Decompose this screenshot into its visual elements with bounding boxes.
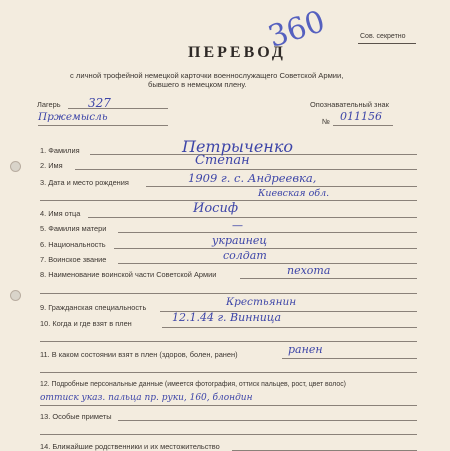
- field-marks-label: 13. Особые приметы: [40, 412, 112, 421]
- field-captured-label: 10. Когда и где взят в плен: [40, 319, 132, 328]
- subtitle-line1: с личной трофейной немецкой карточки военнослужащего Советской Армии,: [70, 71, 344, 80]
- punch-hole-top: [10, 161, 21, 172]
- field-condition-label: 11. В каком состоянии взят в плен (здоров, болен, ранен): [40, 350, 238, 359]
- field-relatives-label: 14. Ближайшие родственники и их местожительство: [40, 442, 220, 451]
- stamp-number: 360: [263, 4, 330, 55]
- field-details-value: оттиск указ. пальца пр. руки, 160, блондин: [40, 393, 253, 403]
- field-details-label: 12. Подробные персональные данные (имеется фотография, оттиск пальцев, рост, цвет волос): [40, 381, 346, 388]
- field-mother-label: 5. Фамилия матери: [40, 224, 107, 233]
- camp-label: Лагерь: [37, 100, 61, 109]
- field-rank-label: 7. Воинское звание: [40, 255, 107, 264]
- field-rank-value: солдат: [223, 249, 267, 262]
- field-captured-value: 12.1.44 г. Винница: [172, 311, 282, 324]
- page-title: ПЕРЕВОД: [188, 44, 286, 61]
- field-father-label: 4. Имя отца: [40, 209, 81, 218]
- field-profession-label: 9. Гражданская специальность: [40, 303, 147, 312]
- camp-name: Пржемысль: [38, 111, 108, 123]
- field-unit-value: пехота: [287, 264, 331, 277]
- punch-hole-bottom: [10, 290, 21, 301]
- field-name-label: 2. Имя: [40, 161, 63, 170]
- field-nationality-label: 6. Национальность: [40, 240, 106, 249]
- id-tag-prefix: №: [322, 117, 330, 126]
- secret-label: Сов. секретно: [360, 33, 406, 40]
- camp-value: 327: [88, 96, 111, 110]
- field-condition-value: ранен: [288, 343, 323, 356]
- id-tag-label: Опознавательный знак: [310, 100, 389, 109]
- id-tag-value: 011156: [340, 110, 382, 123]
- field-profession-value: Крестьянин: [226, 296, 297, 308]
- field-father-value: Иосиф: [193, 201, 238, 216]
- subtitle-line2: бывшего в немецком плену.: [148, 80, 247, 89]
- field-birth-value2: Киевская обл.: [258, 188, 330, 199]
- field-mother-value: —: [232, 219, 243, 232]
- field-birth-label: 3. Дата и место рождения: [40, 178, 129, 187]
- field-surname-label: 1. Фамилия: [40, 146, 80, 155]
- field-nationality-value: украинец: [212, 234, 268, 247]
- field-name-value: Степан: [195, 153, 250, 168]
- field-unit-label: 8. Наименование воинской части Советской Армии: [40, 270, 217, 279]
- field-birth-value: 1909 г. с. Андреевка,: [188, 171, 317, 185]
- field-surname-value: Петрыченко: [182, 137, 294, 156]
